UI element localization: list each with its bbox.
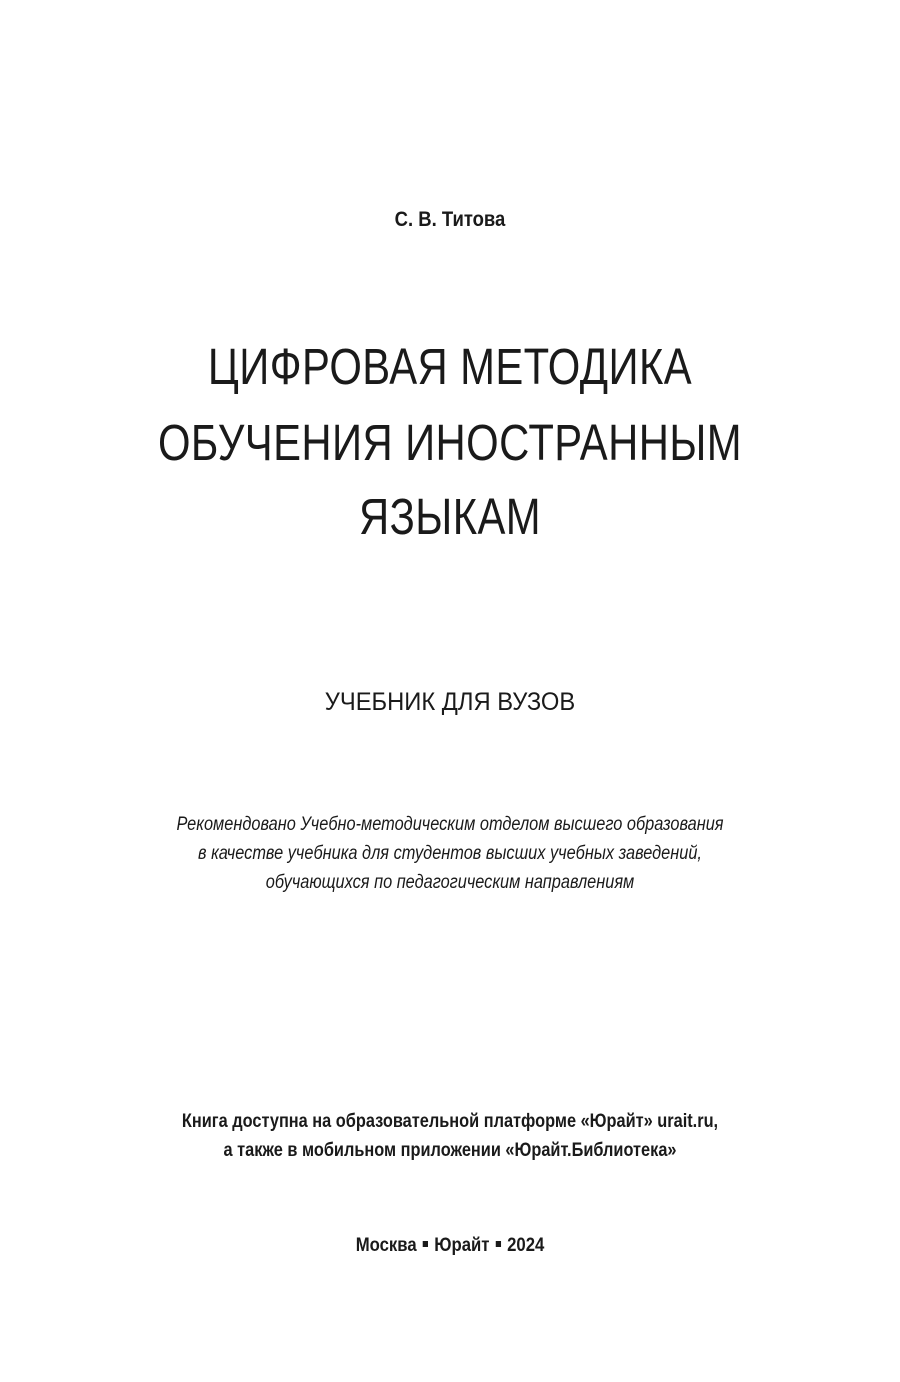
square-bullet-icon bbox=[423, 1241, 428, 1247]
book-subtitle: УЧЕБНИК ДЛЯ ВУЗОВ bbox=[324, 688, 576, 716]
author-name: С. В. Титова bbox=[394, 208, 506, 231]
recommendation-line: в качестве учебника для студентов высших учебных заведений, bbox=[198, 843, 702, 864]
recommendation-line: Рекомендовано Учебно-методическим отделом высшего образования bbox=[176, 814, 724, 835]
title-line: ОБУЧЕНИЯ ИНОСТРАННЫМ bbox=[157, 414, 743, 471]
title-line: ЯЗЫКАМ bbox=[358, 488, 542, 545]
imprint-year: 2024 bbox=[507, 1235, 545, 1256]
imprint-city: Москва bbox=[355, 1235, 417, 1256]
availability-line: Книга доступна на образовательной платформе «Юрайт» urait.ru, bbox=[181, 1111, 719, 1132]
square-bullet-icon bbox=[496, 1241, 501, 1247]
imprint-publisher: Юрайт bbox=[434, 1235, 490, 1256]
title-line: ЦИФРОВАЯ МЕТОДИКА bbox=[207, 338, 693, 395]
recommendation-line: обучающихся по педагогическим направлениям bbox=[265, 872, 635, 893]
imprint bbox=[54, 1235, 846, 1257]
availability-line: а также в мобильном приложении «Юрайт.Библиотека» bbox=[223, 1140, 677, 1161]
